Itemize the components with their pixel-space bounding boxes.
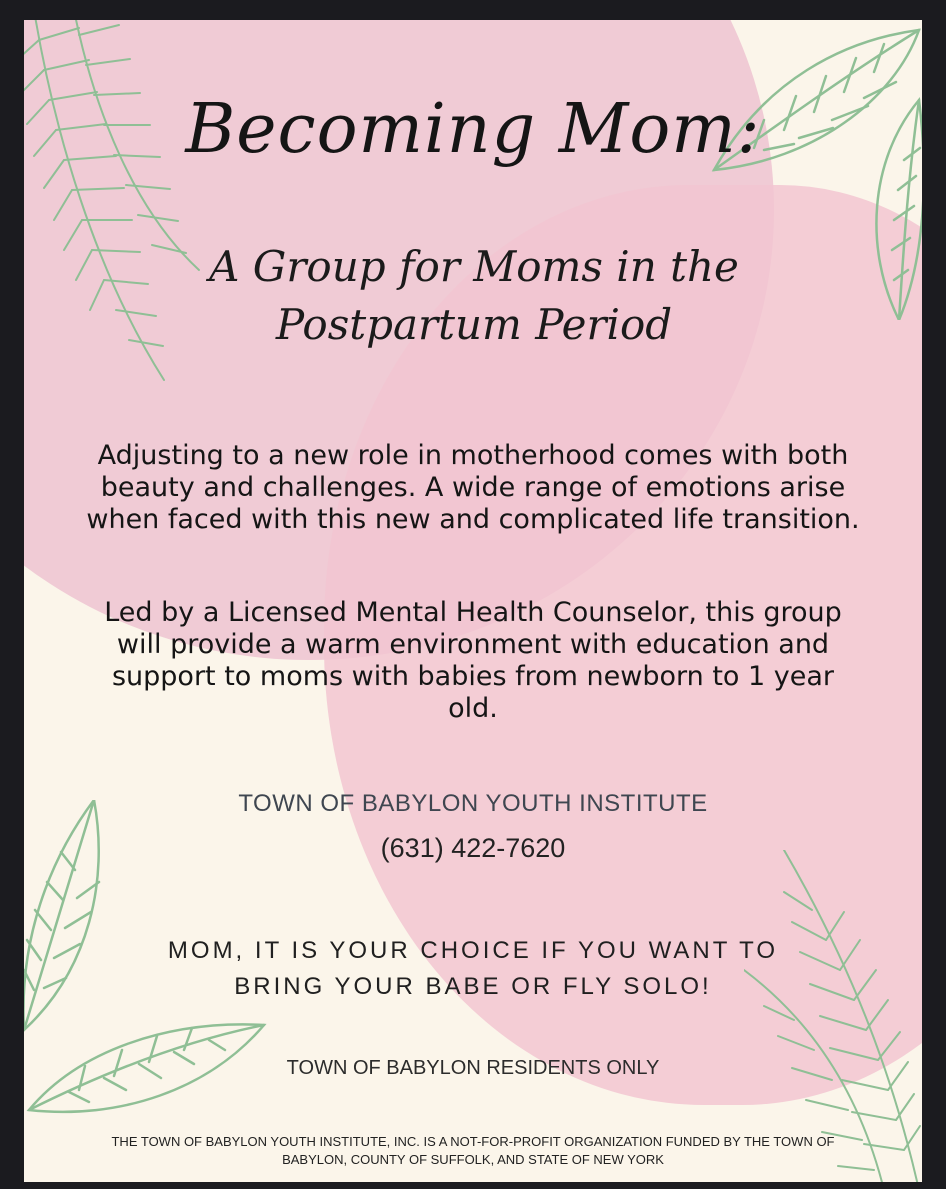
footer-line-1: THE TOWN OF BABYLON YOUTH INSTITUTE, INC. IS A NOT-FOR-PROFIT ORGANIZATION FUNDED BY THE TOWN OF <box>111 1134 835 1149</box>
footer-disclaimer <box>54 1133 892 1169</box>
flyer <box>24 20 922 1182</box>
description-paragraph: Adjusting to a new role in motherhood comes with both beauty and challenges. A wide range of emotions arise when faced with this new and complicated life transition. <box>86 440 860 535</box>
flyer-title: Becoming Mom: <box>185 90 761 169</box>
flyer-subtitle <box>194 238 754 354</box>
choice-line-1: MOM, IT IS YOUR CHOICE IF YOU WANT TO <box>167 937 779 964</box>
phone-number: (631) 422-7620 <box>380 833 566 863</box>
subtitle-line-2: Postpartum Period <box>275 300 673 349</box>
subtitle-line-1: A Group for Moms in the <box>209 242 739 291</box>
footer-line-2: BABYLON, COUNTY OF SUFFOLK, AND STATE OF NEW YORK <box>282 1152 664 1167</box>
residents-notice: TOWN OF BABYLON RESIDENTS ONLY <box>286 1057 660 1079</box>
fern-top-left-icon <box>24 20 204 390</box>
counselor-paragraph: Led by a Licensed Mental Health Counselor, this group will provide a warm environment with education and support to moms with babies from newborn to 1 year old. <box>104 597 842 724</box>
choice-line-2: BRING YOUR BABE OR FLY SOLO! <box>234 973 712 1000</box>
choice-message <box>104 933 842 1005</box>
organization-name: TOWN OF BABYLON YOUTH INSTITUTE <box>238 790 708 817</box>
